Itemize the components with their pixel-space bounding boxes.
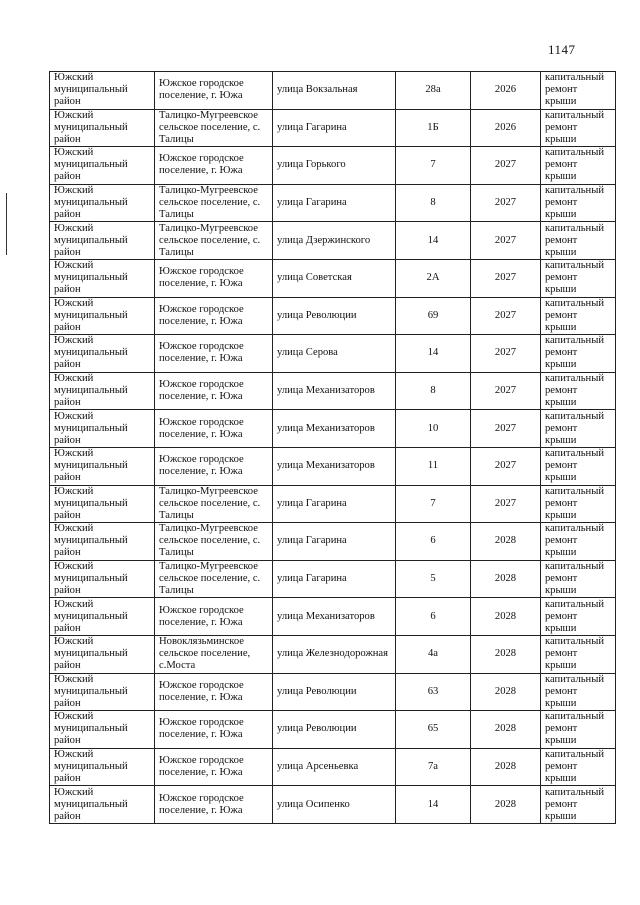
house-number-cell: 65 xyxy=(396,711,471,749)
house-number-cell: 6 xyxy=(396,523,471,561)
settlement-cell: Талицко-Мугреевское сельское поселение, с. Талицы xyxy=(155,485,273,523)
table-row xyxy=(50,523,616,561)
district-cell: Южский муниципальный район xyxy=(50,372,155,410)
table-row xyxy=(50,222,616,260)
year-cell: 2028 xyxy=(471,598,541,636)
district-cell: Южский муниципальный район xyxy=(50,147,155,185)
year-cell: 2027 xyxy=(471,222,541,260)
table-row xyxy=(50,635,616,673)
table-row xyxy=(50,711,616,749)
settlement-cell: Южское городское поселение, г. Южа xyxy=(155,598,273,636)
street-cell: улица Революции xyxy=(273,711,396,749)
district-cell: Южский муниципальный район xyxy=(50,259,155,297)
year-cell: 2027 xyxy=(471,259,541,297)
house-number-cell: 5 xyxy=(396,560,471,598)
work-type-cell: капитальный ремонт крыши xyxy=(541,222,616,260)
house-number-cell: 2А xyxy=(396,259,471,297)
street-cell: улица Железнодорожная xyxy=(273,635,396,673)
work-type-cell: капитальный ремонт крыши xyxy=(541,147,616,185)
year-cell: 2027 xyxy=(471,372,541,410)
table-row xyxy=(50,72,616,110)
house-number-cell: 7 xyxy=(396,147,471,185)
settlement-cell: Талицко-Мугреевское сельское поселение, с. Талицы xyxy=(155,560,273,598)
street-cell: улица Дзержинского xyxy=(273,222,396,260)
year-cell: 2028 xyxy=(471,523,541,561)
table-row xyxy=(50,335,616,373)
work-type-cell: капитальный ремонт крыши xyxy=(541,259,616,297)
house-number-cell: 8 xyxy=(396,372,471,410)
work-type-cell: капитальный ремонт крыши xyxy=(541,410,616,448)
district-cell: Южский муниципальный район xyxy=(50,673,155,711)
street-cell: улица Вокзальная xyxy=(273,72,396,110)
district-cell: Южский муниципальный район xyxy=(50,485,155,523)
settlement-cell: Южское городское поселение, г. Южа xyxy=(155,447,273,485)
settlement-cell: Талицко-Мугреевское сельское поселение, с. Талицы xyxy=(155,109,273,147)
district-cell: Южский муниципальный район xyxy=(50,598,155,636)
district-cell: Южский муниципальный район xyxy=(50,184,155,222)
table-row xyxy=(50,786,616,824)
house-number-cell: 10 xyxy=(396,410,471,448)
table-row xyxy=(50,485,616,523)
margin-line xyxy=(6,193,7,255)
table-row xyxy=(50,410,616,448)
district-cell: Южский муниципальный район xyxy=(50,222,155,260)
district-cell: Южский муниципальный район xyxy=(50,786,155,824)
district-cell: Южский муниципальный район xyxy=(50,109,155,147)
table-row xyxy=(50,147,616,185)
registry-table-body xyxy=(50,72,616,824)
district-cell: Южский муниципальный район xyxy=(50,711,155,749)
street-cell: улица Механизаторов xyxy=(273,598,396,636)
settlement-cell: Южское городское поселение, г. Южа xyxy=(155,673,273,711)
district-cell: Южский муниципальный район xyxy=(50,635,155,673)
settlement-cell: Южское городское поселение, г. Южа xyxy=(155,259,273,297)
work-type-cell: капитальный ремонт крыши xyxy=(541,748,616,786)
street-cell: улица Гагарина xyxy=(273,560,396,598)
district-cell: Южский муниципальный район xyxy=(50,560,155,598)
work-type-cell: капитальный ремонт крыши xyxy=(541,447,616,485)
settlement-cell: Талицко-Мугреевское сельское поселение, с. Талицы xyxy=(155,184,273,222)
settlement-cell: Южское городское поселение, г. Южа xyxy=(155,297,273,335)
house-number-cell: 28а xyxy=(396,72,471,110)
house-number-cell: 14 xyxy=(396,222,471,260)
house-number-cell: 7 xyxy=(396,485,471,523)
work-type-cell: капитальный ремонт крыши xyxy=(541,335,616,373)
street-cell: улица Советская xyxy=(273,259,396,297)
street-cell: улица Гагарина xyxy=(273,485,396,523)
street-cell: улица Механизаторов xyxy=(273,410,396,448)
settlement-cell: Южское городское поселение, г. Южа xyxy=(155,72,273,110)
year-cell: 2028 xyxy=(471,786,541,824)
house-number-cell: 4а xyxy=(396,635,471,673)
district-cell: Южский муниципальный район xyxy=(50,335,155,373)
table-row xyxy=(50,297,616,335)
district-cell: Южский муниципальный район xyxy=(50,410,155,448)
work-type-cell: капитальный ремонт крыши xyxy=(541,635,616,673)
district-cell: Южский муниципальный район xyxy=(50,447,155,485)
house-number-cell: 11 xyxy=(396,447,471,485)
street-cell: улица Горького xyxy=(273,147,396,185)
year-cell: 2027 xyxy=(471,184,541,222)
table-row xyxy=(50,372,616,410)
settlement-cell: Талицко-Мугреевское сельское поселение, с. Талицы xyxy=(155,523,273,561)
settlement-cell: Южское городское поселение, г. Южа xyxy=(155,147,273,185)
house-number-cell: 1Б xyxy=(396,109,471,147)
house-number-cell: 8 xyxy=(396,184,471,222)
year-cell: 2026 xyxy=(471,109,541,147)
settlement-cell: Южское городское поселение, г. Южа xyxy=(155,711,273,749)
settlement-cell: Южское городское поселение, г. Южа xyxy=(155,786,273,824)
district-cell: Южский муниципальный район xyxy=(50,72,155,110)
work-type-cell: капитальный ремонт крыши xyxy=(541,297,616,335)
work-type-cell: капитальный ремонт крыши xyxy=(541,109,616,147)
work-type-cell: капитальный ремонт крыши xyxy=(541,523,616,561)
settlement-cell: Южское городское поселение, г. Южа xyxy=(155,748,273,786)
year-cell: 2028 xyxy=(471,711,541,749)
year-cell: 2028 xyxy=(471,748,541,786)
work-type-cell: капитальный ремонт крыши xyxy=(541,485,616,523)
year-cell: 2026 xyxy=(471,72,541,110)
year-cell: 2028 xyxy=(471,635,541,673)
house-number-cell: 6 xyxy=(396,598,471,636)
table-row xyxy=(50,748,616,786)
work-type-cell: капитальный ремонт крыши xyxy=(541,673,616,711)
year-cell: 2028 xyxy=(471,560,541,598)
street-cell: улица Арсеньевка xyxy=(273,748,396,786)
street-cell: улица Революции xyxy=(273,297,396,335)
settlement-cell: Южское городское поселение, г. Южа xyxy=(155,335,273,373)
street-cell: улица Серова xyxy=(273,335,396,373)
settlement-cell: Талицко-Мугреевское сельское поселение, с. Талицы xyxy=(155,222,273,260)
table-row xyxy=(50,560,616,598)
house-number-cell: 69 xyxy=(396,297,471,335)
year-cell: 2027 xyxy=(471,485,541,523)
work-type-cell: капитальный ремонт крыши xyxy=(541,711,616,749)
page-number: 1147 xyxy=(548,42,576,57)
work-type-cell: капитальный ремонт крыши xyxy=(541,786,616,824)
table-row xyxy=(50,259,616,297)
year-cell: 2027 xyxy=(471,147,541,185)
table-row xyxy=(50,184,616,222)
table-row xyxy=(50,109,616,147)
street-cell: улица Механизаторов xyxy=(273,447,396,485)
house-number-cell: 14 xyxy=(396,786,471,824)
table-row xyxy=(50,598,616,636)
street-cell: улица Осипенко xyxy=(273,786,396,824)
street-cell: улица Гагарина xyxy=(273,184,396,222)
year-cell: 2027 xyxy=(471,447,541,485)
house-number-cell: 63 xyxy=(396,673,471,711)
year-cell: 2027 xyxy=(471,410,541,448)
table-row xyxy=(50,447,616,485)
settlement-cell: Новоклязьминское сельское поселение, с.Моста xyxy=(155,635,273,673)
year-cell: 2027 xyxy=(471,335,541,373)
street-cell: улица Революции xyxy=(273,673,396,711)
settlement-cell: Южское городское поселение, г. Южа xyxy=(155,410,273,448)
work-type-cell: капитальный ремонт крыши xyxy=(541,560,616,598)
district-cell: Южский муниципальный район xyxy=(50,523,155,561)
street-cell: улица Гагарина xyxy=(273,523,396,561)
work-type-cell: капитальный ремонт крыши xyxy=(541,184,616,222)
work-type-cell: капитальный ремонт крыши xyxy=(541,72,616,110)
street-cell: улица Механизаторов xyxy=(273,372,396,410)
work-type-cell: капитальный ремонт крыши xyxy=(541,598,616,636)
house-number-cell: 7а xyxy=(396,748,471,786)
district-cell: Южский муниципальный район xyxy=(50,748,155,786)
street-cell: улица Гагарина xyxy=(273,109,396,147)
year-cell: 2028 xyxy=(471,673,541,711)
house-number-cell: 14 xyxy=(396,335,471,373)
registry-table xyxy=(49,71,616,824)
district-cell: Южский муниципальный район xyxy=(50,297,155,335)
year-cell: 2027 xyxy=(471,297,541,335)
settlement-cell: Южское городское поселение, г. Южа xyxy=(155,372,273,410)
table-row xyxy=(50,673,616,711)
work-type-cell: капитальный ремонт крыши xyxy=(541,372,616,410)
